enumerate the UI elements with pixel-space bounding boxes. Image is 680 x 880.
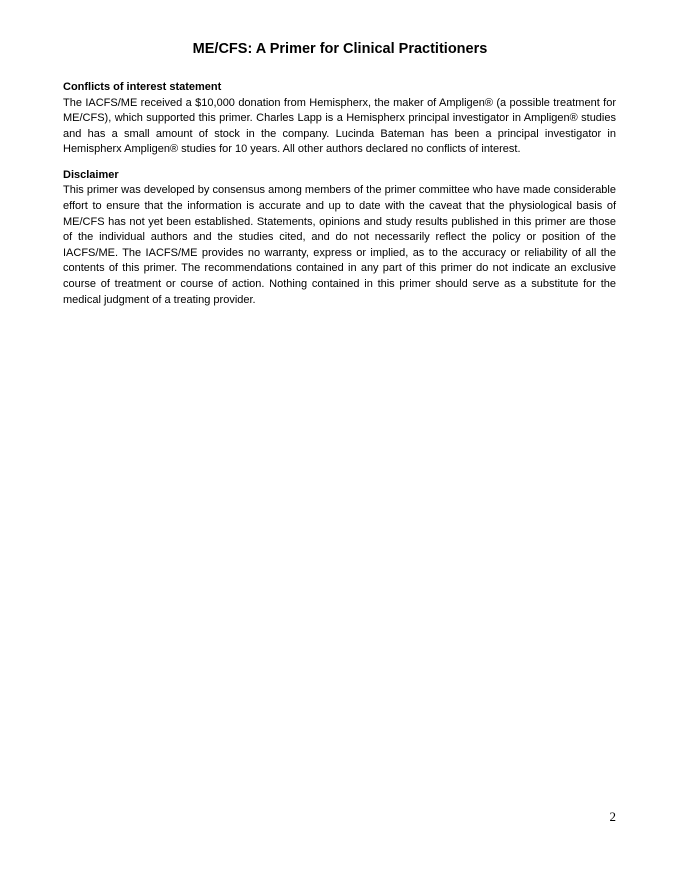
page-title: ME/CFS: A Primer for Clinical Practitioners xyxy=(192,41,488,57)
page-number: 2 xyxy=(609,809,616,824)
conflicts-of-interest-text: The IACFS/ME received a $10,000 donation from Hemispherx, the maker of Ampligen® (a possible treatment for ME/CFS), which supported this primer. Charles Lapp is a Hemispherx principal investigator in Ampligen® studies and has a small amount of stock in the company. Lucinda Bateman has been a principal investigator in Hemispherx Ampligen® studies for 10 years. All other authors declared no conflicts of interest. xyxy=(63,96,616,156)
disclaimer-section xyxy=(63,168,616,308)
conflicts-of-interest-section xyxy=(63,80,616,158)
disclaimer-text: This primer was developed by consensus among members of the primer committee who have made considerable effort to ensure that the information is accurate and up to date with the caveat that the physiological basis of ME/CFS has not yet been established. Statements, opinions and study results published in this primer are those of the individual authors and the studies cited, and do not necessarily reflect the policy or position of the IACFS/ME. The IACFS/ME provides no warranty, express or implied, as to the accuracy or reliability of all the contents of this primer. The recommendations contained in any part of this primer do not indicate an exclusive course of treatment or course of action. Nothing contained in this primer should serve as a substitute for the medical judgment of a treating provider. xyxy=(63,184,616,306)
conflicts-of-interest-heading: Conflicts of interest statement xyxy=(63,81,222,93)
document-content xyxy=(63,80,616,318)
disclaimer-heading: Disclaimer xyxy=(63,168,119,181)
